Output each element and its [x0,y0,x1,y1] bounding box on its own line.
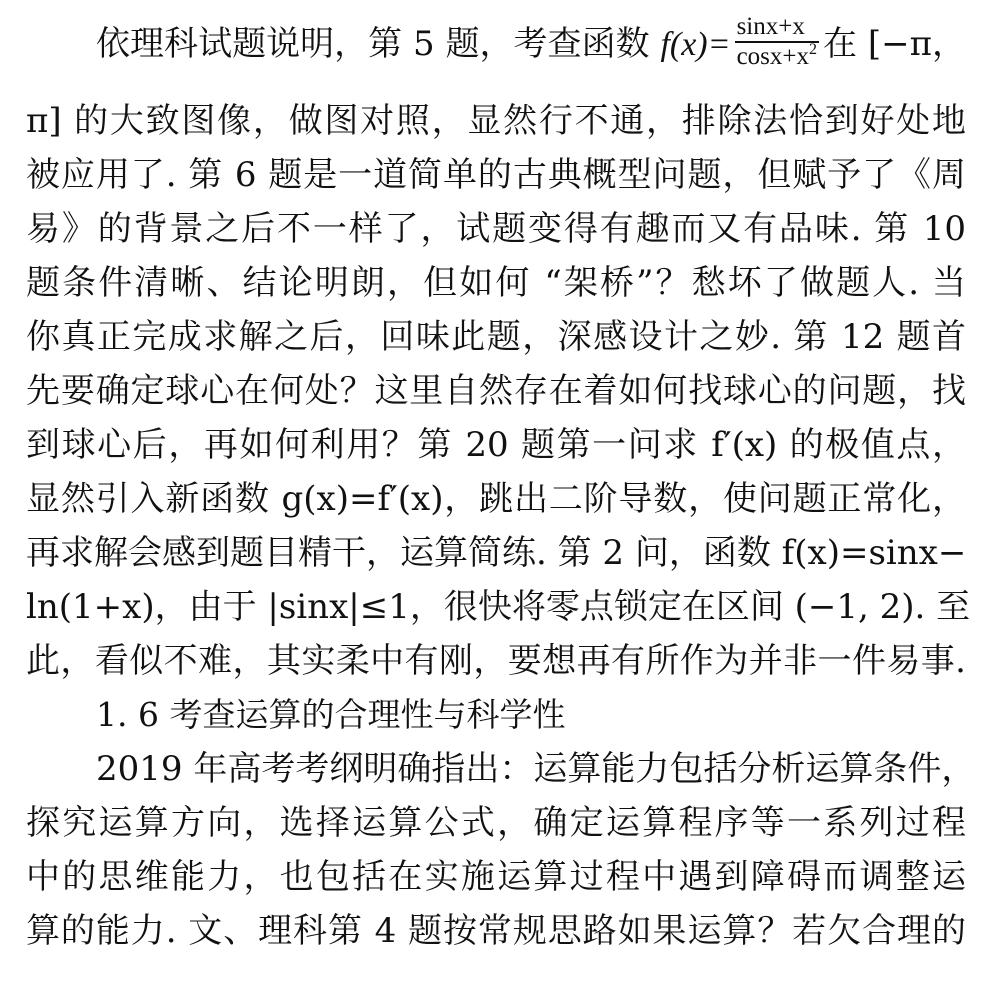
text-line-9: 显然引入新函数 g(x)=f′(x)，跳出二阶导数，使问题正常化， [26,479,966,519]
text-line-12: 此，看似不难，其实柔中有刚，要想再有所作为并非一件易事. [26,641,966,681]
fraction-numerator: sinx+x [735,13,819,43]
line-1-prefix: 依理科试题说明，第 5 题，考查函数 [96,24,661,64]
text-line-4: 易》的背景之后不一样了，试题变得有趣而又有品味. 第 10 [26,209,966,249]
text-line-1 [96,13,966,70]
text-line-10: 再求解会感到题目精干，运算简练. 第 2 问，函数 f(x)=sinx− [26,533,967,573]
text-line-16: 中的思维能力，也包括在实施运算过程中遇到障碍而调整运 [26,857,966,897]
text-line-11: ln(1+x)，由于 |sinx|≤1，很快将零点锁定在区间 (−1, 2). 至 [26,587,971,627]
fraction-denominator-base: cosx+x [736,43,809,70]
fraction-denominator-exponent: 2 [809,41,817,58]
text-line-5: 题条件清晰、结论明朗，但如何 “架桥”？愁坏了做题人. 当 [26,263,966,303]
text-line-7: 先要确定球心在何处？这里自然存在着如何找球心的问题，找 [26,371,966,411]
text-line-14: 2019 年高考考纲明确指出：运算能力包括分析运算条件， [96,749,976,789]
section-heading: 1. 6 考查运算的合理性与科学性 [96,695,566,734]
text-line-8: 到球心后，再如何利用？第 20 题第一问求 f′(x) 的极值点， [26,425,966,465]
text-line-3: 被应用了. 第 6 题是一道简单的古典概型问题，但赋予了《周 [26,155,966,195]
text-line-6: 你真正完成求解之后，回味此题，深感设计之妙. 第 12 题首 [26,317,966,357]
function-f-label: f(x)= [660,26,731,63]
line-1-suffix: 在 [−π， [823,24,966,64]
text-line-17: 算的能力. 文、理科第 4 题按常规思路如果运算？若欠合理的 [26,911,966,951]
text-line-2: π] 的大致图像，做图对照，显然行不通，排除法恰到好处地 [26,101,966,141]
fraction-denominator [735,43,819,71]
fraction-expression [735,13,819,71]
text-line-15: 探究运算方向，选择运算公式，确定运算程序等一系列过程 [26,803,966,843]
